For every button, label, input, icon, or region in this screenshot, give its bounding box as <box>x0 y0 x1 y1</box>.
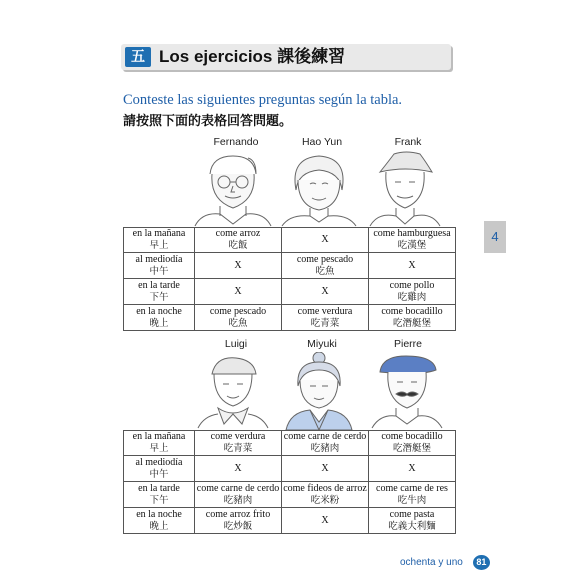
person-name: Miyuki <box>307 338 337 350</box>
person-name: Pierre <box>393 338 422 350</box>
instruction-chinese: 請按照下面的表格回答問題。 <box>123 114 293 129</box>
table-cell: come verdura 吃青菜 <box>195 431 282 456</box>
table-cell: come fideos de arroz 吃米粉 <box>283 482 367 506</box>
pierre-portrait-illustration <box>372 356 442 428</box>
luigi-portrait-illustration <box>198 358 268 428</box>
page-number-badge: 81 <box>473 555 490 570</box>
time-cell: al mediodía 中午 <box>124 253 195 279</box>
table-cell: X <box>282 456 369 482</box>
page-number-text: ochenta y uno <box>400 557 463 568</box>
table-cell: X <box>282 508 369 534</box>
person-name: Luigi <box>224 338 248 350</box>
haoyun-portrait-illustration <box>282 156 356 226</box>
miyuki-portrait-illustration <box>286 352 352 430</box>
table-row <box>124 508 456 534</box>
table-row <box>124 279 456 305</box>
instruction-spanish: Conteste las siguientes preguntas según la tabla. <box>123 92 403 108</box>
table-cell: come arroz frito 吃炒飯 <box>195 508 282 534</box>
section-number-badge: 五 <box>125 47 151 67</box>
table-row <box>124 228 456 253</box>
table-cell: come bocadillo 吃潛艇堡 <box>369 305 456 331</box>
time-cell: en la tarde 下午 <box>124 279 195 305</box>
table-row <box>124 456 456 482</box>
table-cell: come hamburguesa 吃漢堡 <box>369 228 456 253</box>
time-cell: en la mañana 早上 <box>124 228 195 253</box>
frank-portrait-illustration <box>370 152 440 226</box>
table-cell: X <box>195 253 282 279</box>
table-row <box>124 482 456 508</box>
table-row <box>124 253 456 279</box>
time-cell: en la noche 晚上 <box>124 508 195 534</box>
top-people-names <box>123 136 450 150</box>
table-row <box>124 431 456 456</box>
fernando-portrait-illustration <box>195 156 271 226</box>
table-cell: X <box>195 456 282 482</box>
top-portraits <box>190 150 452 228</box>
page-footer <box>400 552 490 570</box>
table-cell: come arroz 吃飯 <box>195 228 282 253</box>
table-cell: X <box>369 456 456 482</box>
time-cell: en la tarde 下午 <box>124 482 195 508</box>
table-cell: come pollo 吃雞肉 <box>369 279 456 305</box>
person-name: Frank <box>394 136 422 148</box>
time-cell: al mediodía 中午 <box>124 456 195 482</box>
time-cell: en la noche 晚上 <box>124 305 195 331</box>
bottom-people-names <box>123 338 450 352</box>
chapter-tab: 4 <box>484 221 506 253</box>
table-cell: come pescado 吃魚 <box>195 305 282 331</box>
table-cell: come bocadillo 吃潛艇堡 <box>369 431 456 456</box>
section-title: Los ejercicios 課後練習 <box>159 47 346 66</box>
table-cell: X <box>369 253 456 279</box>
top-meal-table <box>123 227 456 331</box>
table-cell: X <box>282 279 369 305</box>
table-cell: X <box>282 228 369 253</box>
table-row <box>124 305 456 331</box>
table-cell: come carne de res 吃牛肉 <box>369 482 456 508</box>
person-name: Hao Yun <box>301 136 343 148</box>
bottom-portraits <box>190 352 452 430</box>
table-cell: X <box>195 279 282 305</box>
time-cell: en la mañana 早上 <box>124 431 195 456</box>
table-cell: come carne de cerdo 吃豬肉 <box>195 482 282 508</box>
person-name: Fernando <box>213 136 259 148</box>
section-header <box>121 44 451 70</box>
table-cell: come pescado 吃魚 <box>282 253 369 279</box>
table-cell: come verdura 吃青菜 <box>282 305 369 331</box>
table-cell: come carne de cerdo 吃豬肉 <box>282 431 369 456</box>
table-cell: come pasta 吃義大利麵 <box>369 508 456 534</box>
bottom-meal-table <box>123 430 456 534</box>
